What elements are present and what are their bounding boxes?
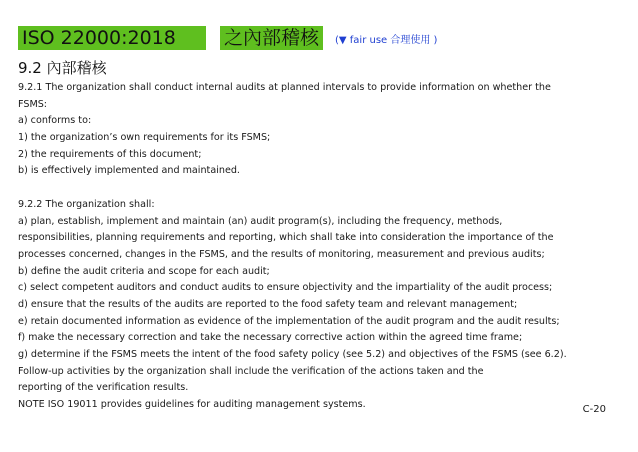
text-line: a) plan, establish, implement and maintain (an) audit program(s), including the frequency, methods, xyxy=(18,215,503,227)
title-chinese: 之內部稽核 xyxy=(220,26,323,50)
text-line: reporting of the verification results. xyxy=(18,382,189,394)
text-line: 9.2.1 The organization shall conduct internal audits at planned intervals to provide information on whether the xyxy=(18,82,551,93)
text-line: Follow-up activities by the organization shall include the verification of the actions taken and the xyxy=(18,365,484,377)
text-line: NOTE ISO 19011 provides guidelines for auditing management systems. xyxy=(18,399,366,411)
text-line: b) define the audit criteria and scope for each audit; xyxy=(18,265,270,277)
text-line: FSMS: xyxy=(18,98,48,110)
title-row xyxy=(18,26,437,50)
text-line: e) retain documented information as evidence of the implementation of the audit program and the audit results; xyxy=(18,315,560,327)
title-english: ISO 22000:2018 xyxy=(18,26,206,50)
paragraph-gap xyxy=(18,180,624,197)
body-text xyxy=(18,80,624,414)
text-line: c) select competent auditors and conduct audits to ensure objectivity and the impartiality of the audit process; xyxy=(18,282,553,294)
text-line: d) ensure that the results of the audits are reported to the food safety team and relevant management; xyxy=(18,298,518,310)
text-line: f) make the necessary correction and take the necessary corrective action within the agreed time frame; xyxy=(18,332,523,344)
text-line: g) determine if the FSMS meets the intent of the food safety policy (see 5.2) and objectives of the FSMS (see 6.2). xyxy=(18,349,567,360)
text-line: responsibilities, planning requirements and reporting, which shall take into consideration the importance of the xyxy=(18,232,554,244)
text-line: 1) the organization’s own requirements for its FSMS; xyxy=(18,132,271,144)
text-line: 2) the requirements of this document; xyxy=(18,148,202,160)
fair-use-note: (▼ fair use 合理使用 ) xyxy=(335,34,438,46)
page-number: C-20 xyxy=(582,404,606,415)
text-line: b) is effectively implemented and maintained. xyxy=(18,165,240,177)
text-line: a) conforms to: xyxy=(18,115,92,127)
text-line: processes concerned, changes in the FSMS, and the results of monitoring, measurement and previous audits; xyxy=(18,248,545,260)
text-line: 9.2.2 The organization shall: xyxy=(18,198,155,210)
section-title: 9.2 內部稽核 xyxy=(18,59,107,77)
